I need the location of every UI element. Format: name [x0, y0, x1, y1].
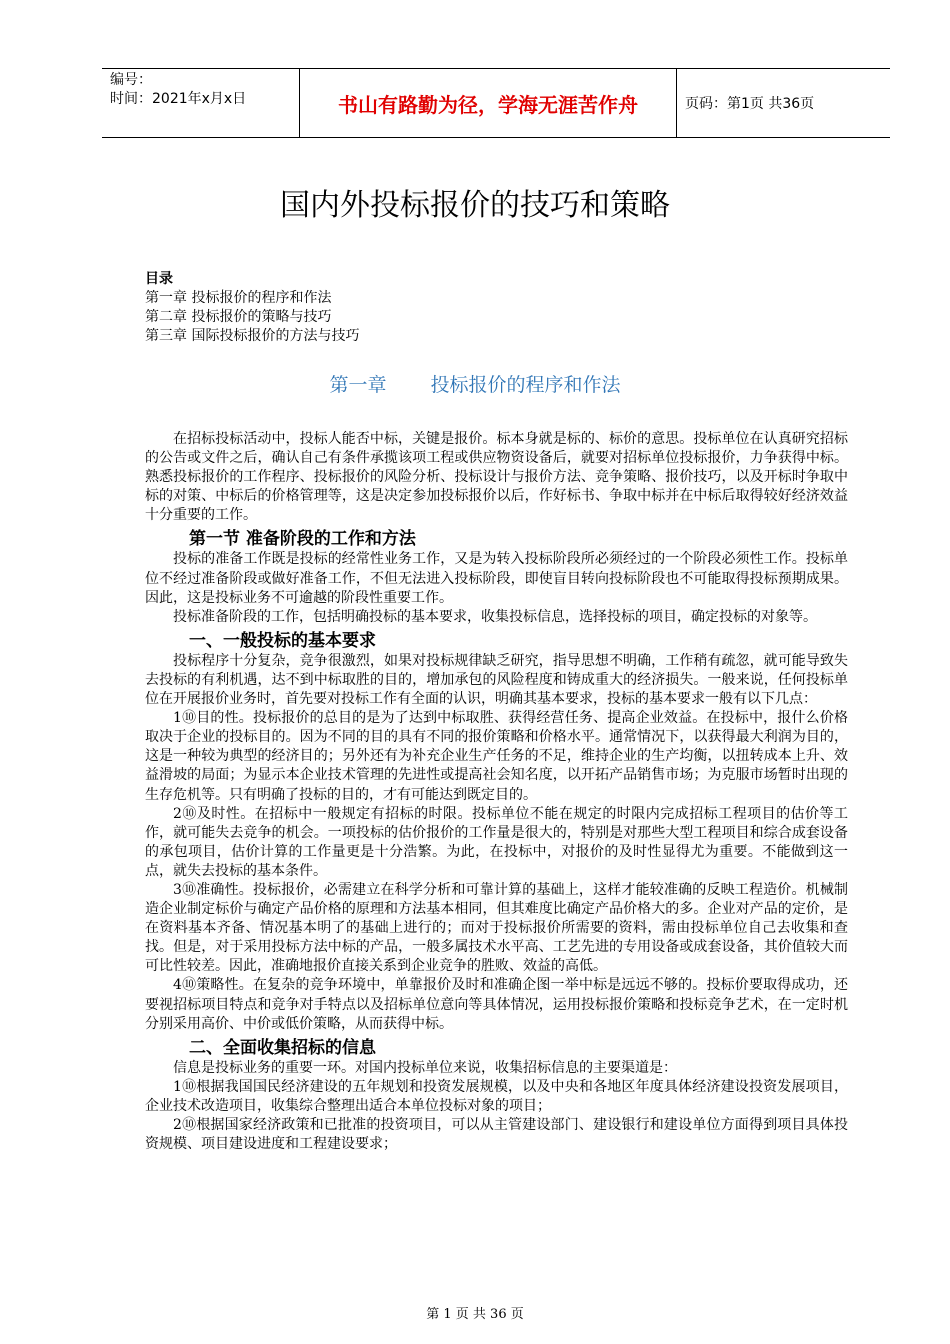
paragraph: 投标准备阶段的工作，包括明确投标的基本要求，收集投标信息，选择投标的项目，确定投标的对象等。 — [173, 608, 817, 625]
paragraph: 2⑩及时性。在招标中一般规定有招标的时限。投标单位不能在规定的时限内完成招标工程项目的估价等工作，就可能失去竞争的机会。一项投标的估价报价的工作量是很大的，特别是对那些大型工程项目和综合成套设备的承包项目，估价计算的工作量更是十分浩繁。为此，在投标中，对报价的及时性显得尤为重要。不能做到这一点，就失去投标的基本条件。 — [145, 805, 848, 879]
chapter-name: 投标报价的程序和作法 — [430, 374, 621, 396]
paragraph: 信息是投标业务的重要一环。对国内投标单位来说，收集招标信息的主要渠道是： — [173, 1059, 677, 1076]
section-heading: 第一节 准备阶段的工作和方法 — [189, 529, 416, 550]
chapter-number: 第一章 — [329, 374, 387, 396]
paragraph: 4⑩策略性。在复杂的竞争环境中，单靠报价及时和准确企图一举中标是远远不够的。投标价要取得成功，还要视招标项目特点和竞争对手特点以及招标单位意向等具体情况，运用投标报价策略和投标竞争艺术，在一定时机分别采用高价、中价或低价策略，从而获得中标。 — [145, 977, 848, 1032]
header-motto: 书山有路勤为径，学海无涯苦作舟 — [300, 69, 677, 137]
subsection-heading: 一、一般投标的基本要求 — [189, 630, 376, 651]
toc-item: 第一章 投标报价的程序和作法 — [145, 290, 332, 306]
paragraph: 投标的准备工作既是投标的经常性业务工作，又是为转入投标阶段所必须经过的一个阶段必须性工作。投标单位不经过准备阶段或做好准备工作，不但无法进入投标阶段，即使盲目转向投标阶段也不可能取得投标预期成果。因此，这是投标业务不可逾越的阶段性重要工作。 — [145, 551, 848, 606]
subsection-heading: 二、全面收集招标的信息 — [189, 1037, 376, 1058]
paragraph: 投标程序十分复杂，竞争很激烈，如果对投标规律缺乏研究，指导思想不明确，工作稍有疏忽，就可能导致失去投标的有利机遇，达不到中标取胜的目的，增加承包的风险程度和铸成重大的经济损失。一般来说，任何投标单位在开展报价业务时，首先要对投标工作有全面的认识，明确其基本要求，投标的基本要求一般有以下几点： — [145, 652, 848, 708]
intro-paragraph: 在招标投标活动中，投标人能否中标，关键是报价。标本身就是标的、标价的意思。投标单位在认真研究招标的公告或文件之后，确认自己有条件承揽该项工程或供应物资设备后，就要对招标单位投标报价，力争获得中标。熟悉投标报价的工作程序、投标报价的风险分析、投标设计与报价方法、竞争策略、报价技巧，以及开标时争取中标的对策、中标后的价格管理等，这是决定参加投标报价以后，作好标书、争取中标并在中标后取得较好经济效益十分重要的工作。 — [145, 431, 848, 524]
body-content — [145, 430, 848, 1154]
page-footer: 第 1 页 共 36 页 — [426, 1307, 524, 1322]
toc-item: 第二章 投标报价的策略与技巧 — [145, 309, 332, 325]
page-header — [102, 68, 890, 138]
toc-item: 第三章 国际投标报价的方法与技巧 — [145, 328, 360, 344]
paragraph: 2⑩根据国家经济政策和已批准的投资项目，可以从主管建设部门、建设银行和建设单位方面得到项目具体投资规模、项目建设进度和工程建设要求； — [145, 1117, 848, 1153]
document-time-label: 时间：2021年x月x日 — [110, 91, 247, 107]
table-of-contents — [145, 270, 359, 346]
paragraph: 1⑩目的性。投标报价的总目的是为了达到中标取胜、获得经营任务、提高企业效益。在投标中，报什么价格取决于企业的投标目的。因为不同的目的具有不同的报价策略和价格水平。通常情况下，以获得最大利润为目的，这是一种较为典型的经济目的；另外还有为补充企业生产任务的不足，维持企业的生产均衡，以扭转成本上升、效益滑坡的局面；为显示本企业技术管理的先进性或提高社会知名度，以开拓产品销售市场；为克服市场暂时出现的生存危机等。只有明确了投标的目的，才有可能达到既定目的。 — [145, 710, 848, 803]
document-title: 国内外投标报价的技巧和策略 — [280, 188, 670, 223]
chapter-heading — [0, 370, 950, 397]
header-page-info: 页码：第1页 共36页 — [685, 96, 815, 112]
header-meta — [102, 69, 300, 137]
toc-heading: 目录 — [145, 271, 173, 287]
document-number-label: 编号： — [110, 72, 152, 88]
paragraph: 3⑩准确性。投标报价，必需建立在科学分析和可靠计算的基础上，这样才能较准确的反映工程造价。机械制造企业制定标价与确定产品价格的原理和方法基本相同，但其难度比确定产品价格大的多。企业对产品的定价，是在资料基本齐备、情况基本明了的基础上进行的；而对于投标报价所需要的资料，需由投标单位自己去收集和查找。但是，对于采用投标方法中标的产品，一般多属技术水平高、工艺先进的专用设备或成套设备，其价值较大而可比性较差。因此，准确地报价直接关系到企业竞争的胜败、效益的高低。 — [145, 881, 848, 975]
paragraph: 1⑩根据我国国民经济建设的五年规划和投资发展规模，以及中央和各地区年度具体经济建设投资发展项目，企业技术改造项目，收集综合整理出适合本单位投标对象的项目； — [145, 1078, 848, 1114]
